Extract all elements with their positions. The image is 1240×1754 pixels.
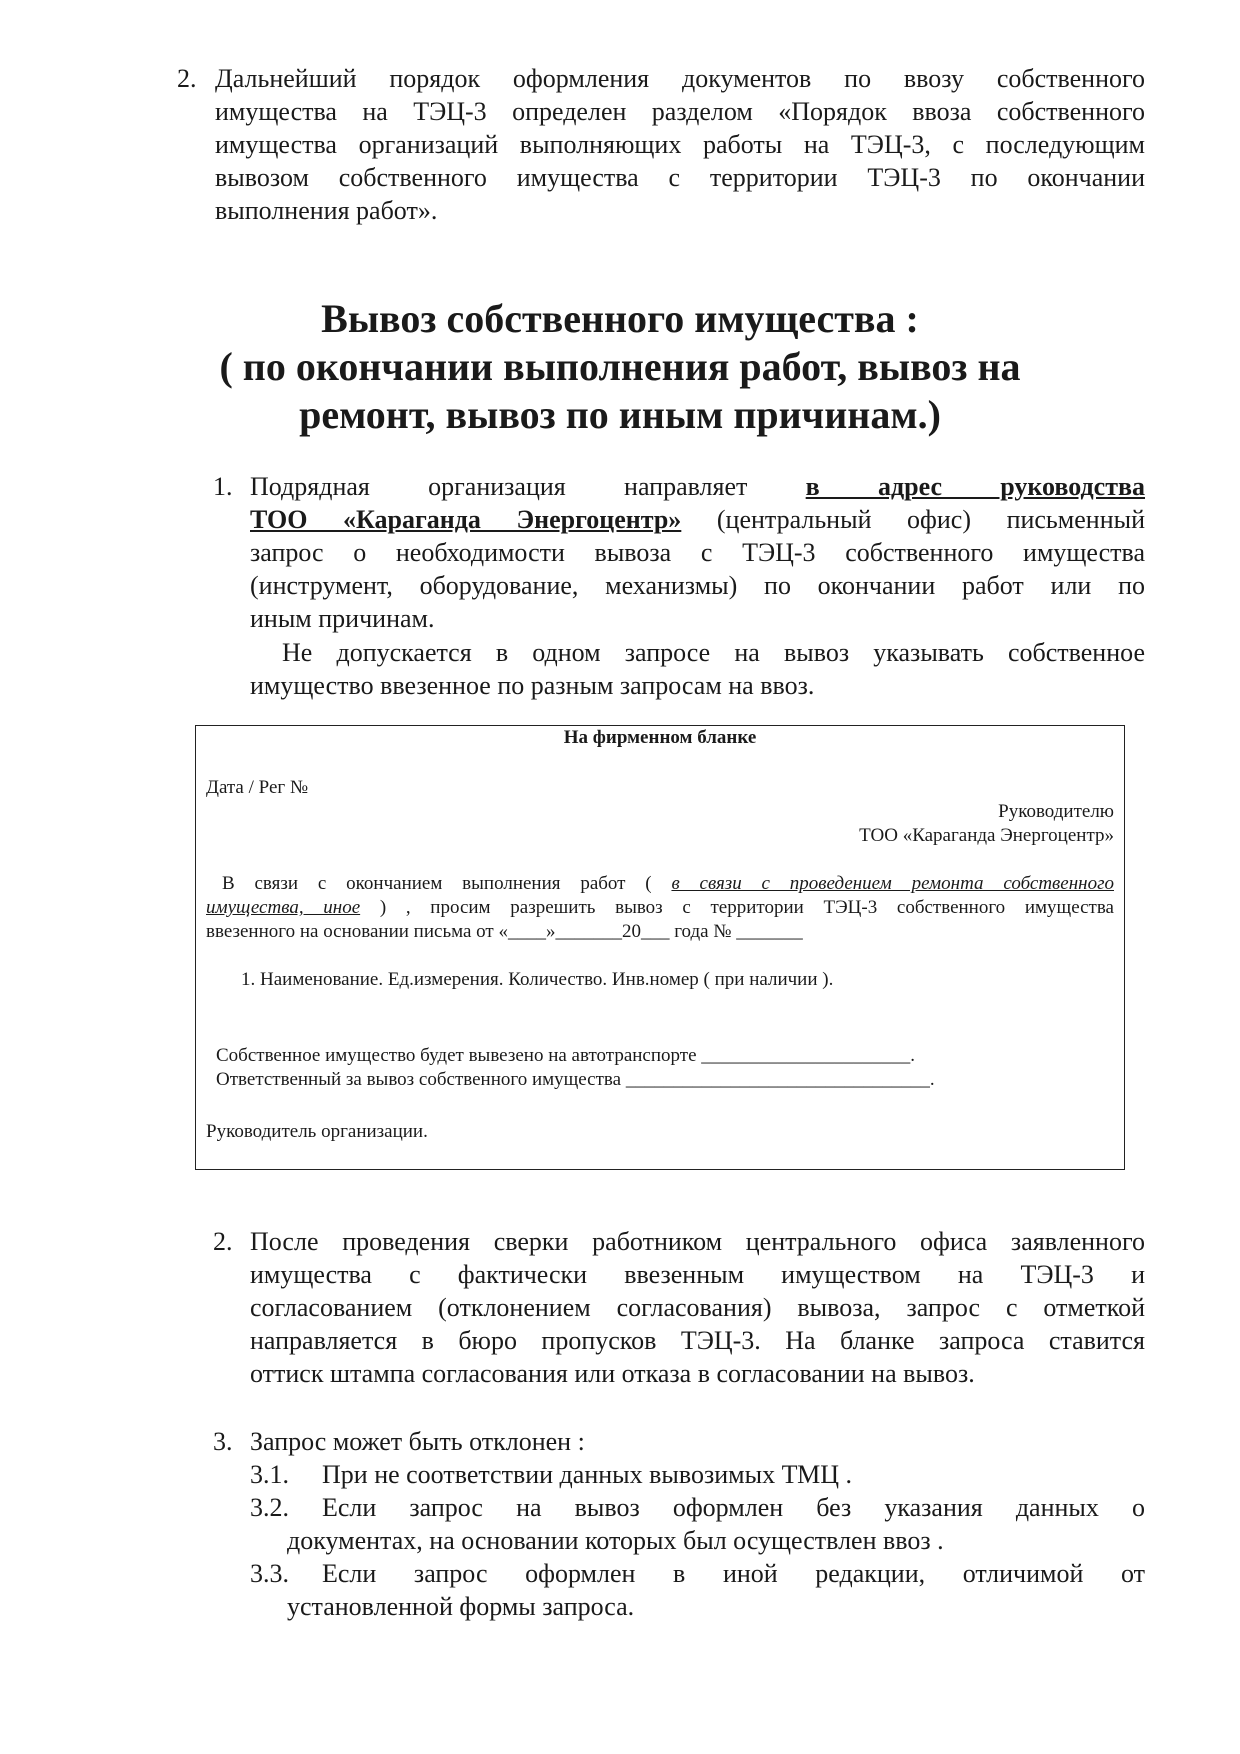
form-body-italic: в связи с проведением ремонта собственного [671,873,1114,894]
step1-line2-rest: (центральный офис) письменный [716,505,1145,534]
form-item-line: 1. Наименование. Ед.измерения. Количество. Инв.номер ( при наличии ). [241,969,834,990]
step3-sub-number: 3.1. [250,1460,289,1489]
step1-underlined-company: ТОО «Караганда Энергоцентр» [250,505,682,534]
heading-line: Вывоз собственного имущества : [321,296,919,341]
step2-paragraph [250,1225,1145,1390]
intro-line: вывозом собственного имущества с территории ТЭЦ-3 по окончании [215,163,1145,192]
form-body-line [206,872,1114,896]
step1-note-line: имущество ввезенное по разным запросам на ввоз. [250,671,815,700]
step1-note [282,636,1145,669]
intro-paragraph [215,62,1145,227]
form-recipient-line: Руководителю [998,801,1114,822]
form-body-line: ввезенного на основании письма от «____»_______20___ года № _______ [206,921,803,942]
section-heading [180,295,1060,439]
form-date-reg: Дата / Рег № [206,777,309,798]
step3-sub-line: установленной формы запроса. [287,1592,635,1621]
intro-number: 2. [177,64,197,93]
request-form-sample [195,725,1125,1170]
step2-line: согласованием (отклонением согласования) вывоза, запрос с отметкой [250,1293,1145,1322]
form-body-italic: имущества, иное [206,897,361,918]
step3-sub-number: 3.3. [250,1559,289,1588]
step1-line [250,503,1145,536]
step1-underlined-address: в адрес руководства [805,472,1146,501]
step3-sub-paragraph [322,1491,1145,1524]
step1-paragraph [250,470,1145,635]
form-title: На фирменном бланке [563,727,757,748]
intro-line: Дальнейший порядок оформления документов по ввозу собственного [215,64,1145,93]
step3-sub-line: Если запрос оформлен в иной редакции, отличимой от [322,1559,1145,1588]
step1-note-line: Не допускается в одном запросе на вывоз указывать собственное [282,638,1145,667]
step2-line: направляется в бюро пропусков ТЭЦ-3. На бланке запроса ставится [250,1326,1145,1355]
step1-line: запрос о необходимости вывоза с ТЭЦ-3 собственного имущества [250,538,1145,567]
step3-sub-number: 3.2. [250,1493,289,1522]
intro-line: имущества на ТЭЦ-3 определен разделом «Порядок ввоза собственного [215,97,1145,126]
form-responsible-line: Ответственный за вывоз собственного имущества ________________________________. [216,1069,935,1090]
form-recipient-line: ТОО «Караганда Энергоцентр» [859,825,1114,846]
step3-sub-line: Если запрос на вывоз оформлен без указания данных о [322,1493,1145,1522]
form-signature-line: Руководитель организации. [206,1121,428,1142]
step1-line: (инструмент, оборудование, механизмы) по окончании работ или по [250,571,1145,600]
step1-number: 1. [213,472,233,501]
step2-line: оттиск штампа согласования или отказа в согласовании на вывоз. [250,1359,975,1388]
form-body-text: В связи с окончанием выполнения работ ( [222,873,652,894]
step3-sub-text: При не соответствии данных вывозимых ТМЦ . [322,1460,853,1489]
step3-text: Запрос может быть отклонен : [250,1427,585,1456]
intro-line: выполнения работ». [215,196,438,225]
step2-line: После проведения сверки работником центрального офиса заявленного [250,1227,1145,1256]
step3-sub-paragraph [322,1557,1145,1590]
step2-number: 2. [213,1227,233,1256]
step1-line1-text: Подрядная организация направляет [250,472,748,501]
step2-line: имущества с фактически ввезенным имуществом на ТЭЦ-3 и [250,1260,1145,1289]
form-body-line [206,896,1114,920]
step1-line: иным причинам. [250,604,435,633]
heading-line: ремонт, вывоз по иным причинам.) [299,392,941,437]
form-body-text: ) , просим разрешить вывоз с территории ТЭЦ-3 собственного имущества [379,897,1114,918]
step3-number: 3. [213,1427,233,1456]
form-body [206,872,1114,944]
intro-line: имущества организаций выполняющих работы на ТЭЦ-3, с последующим [215,130,1145,159]
heading-line: ( по окончании выполнения работ, вывоз на [219,344,1021,389]
step1-line [250,470,1145,503]
form-transport-line: Собственное имущество будет вывезено на автотранспорте ______________________. [216,1045,916,1066]
step1-note-cont [250,669,1145,702]
step3-sub-line: документах, на основании которых был осуществлен ввоз . [287,1526,944,1555]
